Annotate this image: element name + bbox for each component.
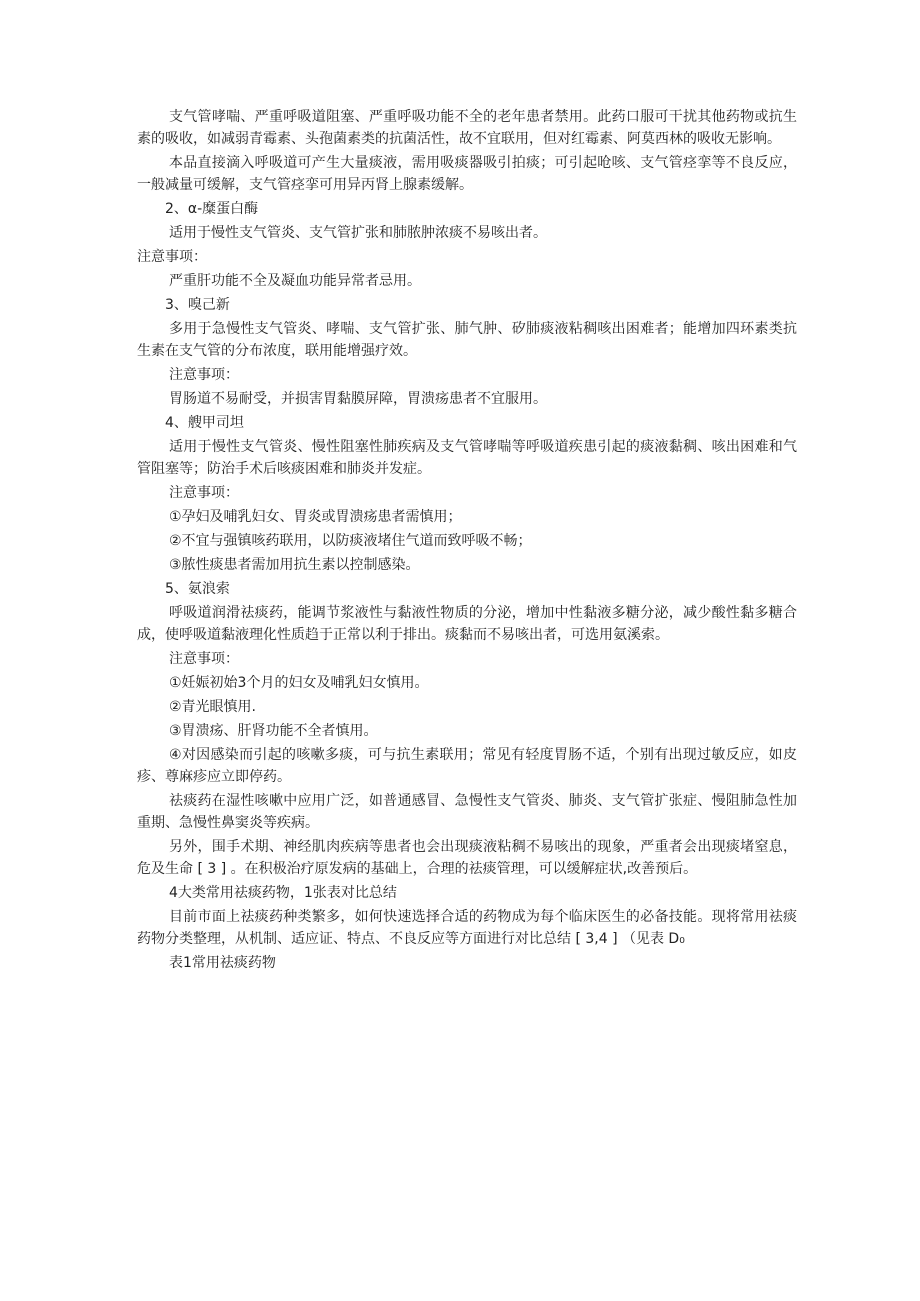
- section-heading-summary: 4大类常用祛痰药物，1张表对比总结: [169, 885, 397, 901]
- paragraph-chymotrypsin-use: 适用于慢性支气管炎、支气管扩张和肺脓肿浓痰不易咳出者。: [169, 225, 547, 241]
- note-label-2: 注意事项：: [169, 367, 239, 383]
- paragraph-bromhexine-note: 胃肠道不易耐受，并损害胃黏膜屏障，胃溃疡患者不宜服用。: [169, 391, 547, 407]
- note-label-4: 注意事项：: [169, 651, 239, 667]
- paragraph-bromhexine-use: 多用于急慢性支气管炎、哮喘、支气管扩张、肺气肿、矽肺痰液粘稠咳出困难者；能增加四环素类抗生素在支气管的分布浓度，联用能增强疗效。: [137, 321, 797, 359]
- note-item-5: ②青光眼慎用.: [169, 699, 257, 715]
- heading-chymotrypsin: 2、α-糜蛋白酶: [165, 201, 259, 217]
- paragraph-ambroxol-use: 呼吸道润滑祛痰药，能调节浆液性与黏液性物质的分泌，增加中性黏液多糖分泌，减少酸性黏多糖合成，使呼吸道黏液理化性质趋于正常以利于排出。痰黏而不易咳出者，可选用氨溪索。: [137, 605, 797, 643]
- paragraph-perioperative: 另外，围手术期、神经肌肉疾病等患者也会出现痰液粘稠不易咳出的现象，严重者会出现痰堵窒息，危及生命 [ 3 ] 。在积极治疗原发病的基础上，合理的祛痰管理，可以缓解症状,改善预后。: [137, 839, 797, 877]
- note-item-3: ③脓性痰患者需加用抗生素以控制感染。: [169, 557, 420, 573]
- paragraph-carbocisteine-use: 适用于慢性支气管炎、慢性阻塞性肺疾病及支气管哮喘等呼吸道疾患引起的痰液黏稠、咳出困难和气管阻塞等；防治手术后咳痰困难和肺炎并发症。: [137, 439, 797, 477]
- heading-carbocisteine: 4、艘甲司坦: [165, 415, 244, 431]
- note-item-6: ③胃溃疡、肝肾功能不全者慎用。: [169, 723, 378, 739]
- document-body: [137, 106, 797, 976]
- paragraph-chymotrypsin-note: 严重肝功能不全及凝血功能异常者忌用。: [169, 273, 421, 289]
- note-item-4: ①妊娠初始3个月的妇女及哺乳妇女慎用。: [169, 675, 429, 691]
- paragraph-applications: 祛痰药在湿性咳嗽中应用广泛，如普通感冒、急慢性支气管炎、肺炎、支气管扩张症、慢阻肺急性加重期、急慢性鼻窦炎等疾病。: [137, 793, 797, 831]
- note-item-1: ①孕妇及哺乳妇女、胃炎或胃溃疡患者需慎用；: [169, 509, 462, 525]
- paragraph-summary-intro: 目前市面上祛痰药种类繁多，如何快速选择合适的药物成为每个临床医生的必备技能。现将常用祛痰药物分类整理，从机制、适应证、特点、不良反应等方面进行对比总结 [ 3,4 ] （见表 D₀: [137, 909, 797, 947]
- note-label-1: 注意事项：: [137, 249, 207, 265]
- heading-bromhexine: 3、嗅己新: [165, 297, 230, 313]
- paragraph-contraindication: 支气管哮喘、严重呼吸道阻塞、严重呼吸功能不全的老年患者禁用。此药口服可干扰其他药物或抗生素的吸收，如减弱青霉素、头孢菌素类的抗菌活性，故不宜联用，但对红霉素、阿莫西林的吸收无影响。: [137, 109, 797, 147]
- note-label-3: 注意事项：: [169, 485, 239, 501]
- table-caption: 表1常用祛痰药物: [169, 955, 276, 971]
- note-item-7: ④对因感染而引起的咳嗽多痰，可与抗生素联用；常见有轻度胃肠不适，个别有出现过敏反应，如皮疹、尊麻疹应立即停药。: [137, 747, 797, 785]
- paragraph-side-effects: 本品直接滴入呼吸道可产生大量痰液，需用吸痰器吸引拍痰；可引起呛咳、支气管痉挛等不良反应，一般减量可缓解，支气管痉挛可用异丙肾上腺素缓解。: [137, 155, 797, 193]
- heading-ambroxol: 5、氨浪索: [165, 581, 230, 597]
- note-item-2: ②不宜与强镇咳药联用，以防痰液堵住气道而致呼吸不畅；: [169, 533, 532, 549]
